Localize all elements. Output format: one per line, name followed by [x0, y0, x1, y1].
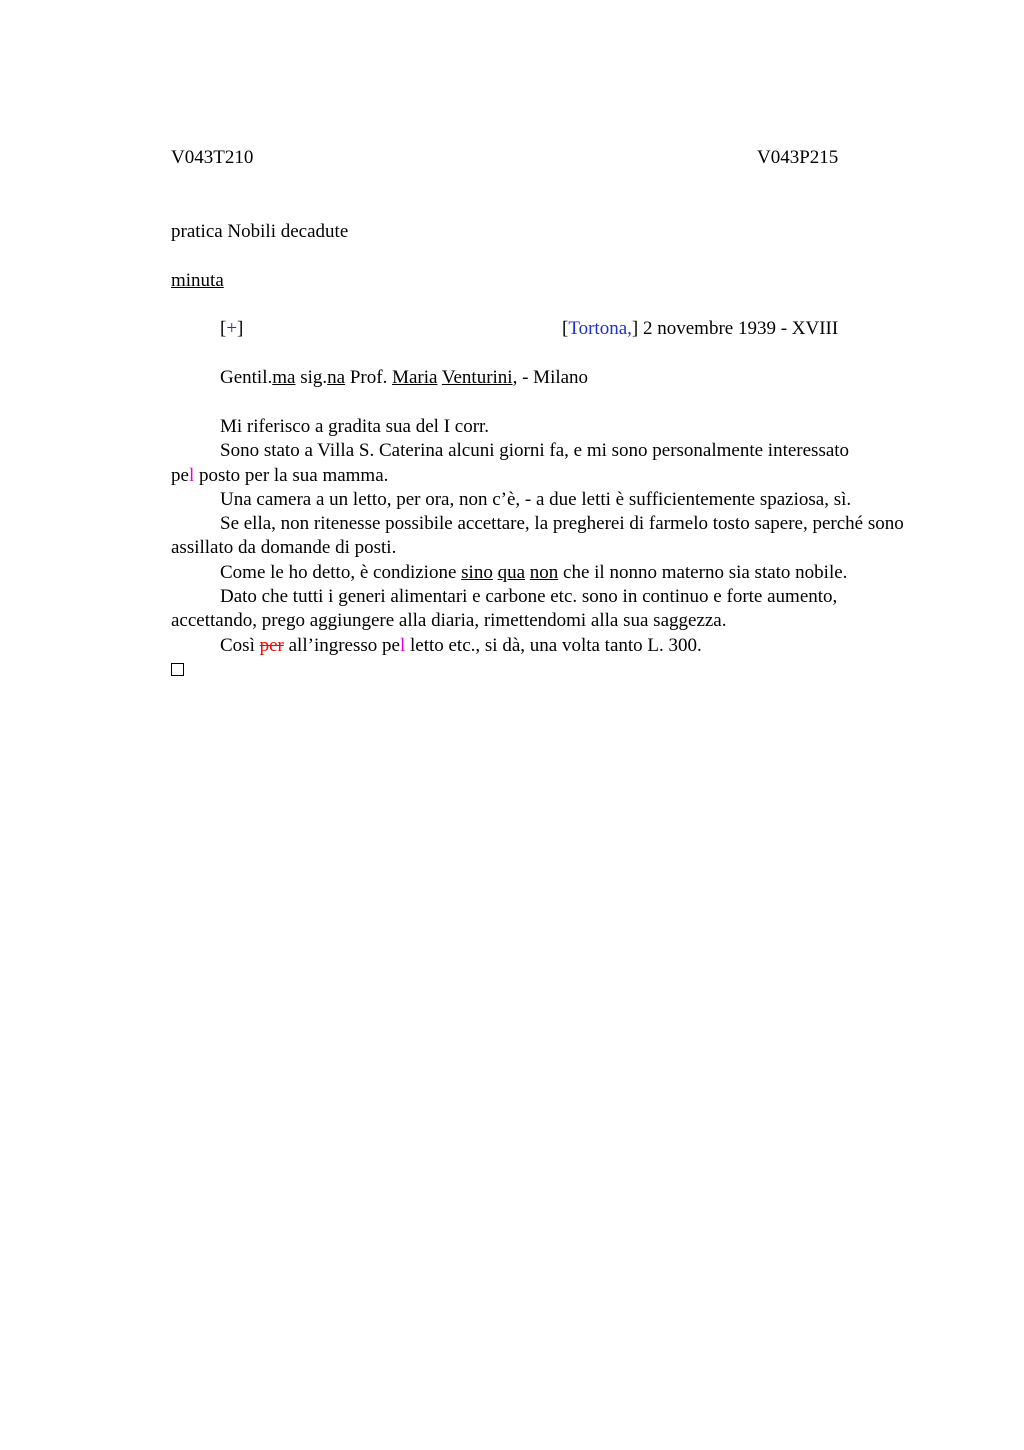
cross-symbol: + — [226, 318, 238, 339]
struck-word: per — [259, 634, 284, 656]
paragraph-3: Una camera a un letto, per ora, non c’è, - a due letti è sufficientemente spaziosa, sì. — [220, 488, 852, 510]
cross-mark — [220, 317, 243, 341]
dateline — [562, 317, 838, 341]
salutation — [220, 366, 588, 390]
word-non: non — [529, 561, 559, 583]
salutation-sig: sig. — [295, 367, 328, 388]
place-bracket-close: ] — [631, 318, 639, 339]
document-code-left: V043T210 — [171, 147, 254, 168]
paragraph-4: Se ella, non ritenesse possibile accettare, la pregherei di farmelo tosto sapere, perché sono assillato da domande di posti. — [171, 513, 904, 559]
draft-label: minuta — [171, 270, 224, 291]
paragraph-6: Dato che tutti i generi alimentari e carbone etc. sono in continuo e forte aumento, accettando, prego aggiungere alla diaria, rimettendomi alla sua saggezza. — [171, 586, 838, 632]
paragraph-2-continued — [171, 464, 911, 488]
end-box-icon — [171, 663, 184, 676]
bracket-close: ] — [237, 318, 244, 339]
word-sino: sino — [461, 561, 493, 583]
paragraph-5 — [171, 561, 911, 585]
paragraph-2-rest: posto per la sua mamma. — [194, 464, 389, 486]
paragraph-7-mid: all’ingresso pe — [283, 634, 400, 656]
practice-title: pratica Nobili decadute — [171, 221, 349, 242]
paragraph-7 — [171, 634, 911, 658]
recipient-city: , - Milano — [512, 367, 589, 388]
salutation-prefix: Gentil. — [220, 367, 273, 388]
pel-l-insertion: l — [188, 464, 195, 486]
place-name: Tortona, — [568, 318, 632, 339]
paragraph-7-post: letto etc., si dà, una volta tanto L. 300. — [405, 634, 702, 656]
word-qua: qua — [497, 561, 526, 583]
place-bracket-open: [ — [562, 318, 569, 339]
salutation-prof: Prof. — [345, 367, 393, 388]
paragraph-1: Mi riferisco a gradita sua del I corr. — [220, 416, 490, 437]
paragraph-7-pre: Così — [220, 634, 260, 656]
document-code-right: V043P215 — [757, 147, 839, 168]
paragraph-2: Sono stato a Villa S. Caterina alcuni giorni fa, e mi sono personalmente interessato — [220, 440, 850, 462]
recipient-first-name: Maria — [392, 367, 438, 388]
paragraph-5-pre: Come le ho detto, è condizione — [220, 561, 462, 583]
salutation-ma: ma — [272, 367, 296, 388]
pel-pe: pe — [171, 464, 189, 486]
bracket-open: [ — [220, 318, 227, 339]
end-mark-line — [171, 658, 911, 682]
paragraph-5-post: che il nonno materno sia stato nobile. — [558, 561, 848, 583]
date-text: 2 novembre 1939 - XVIII — [638, 318, 839, 339]
letter-body — [171, 415, 911, 682]
salutation-na: na — [327, 367, 346, 388]
recipient-last-name: Venturini — [441, 367, 513, 388]
pel-l-insertion-2: l — [399, 634, 406, 656]
